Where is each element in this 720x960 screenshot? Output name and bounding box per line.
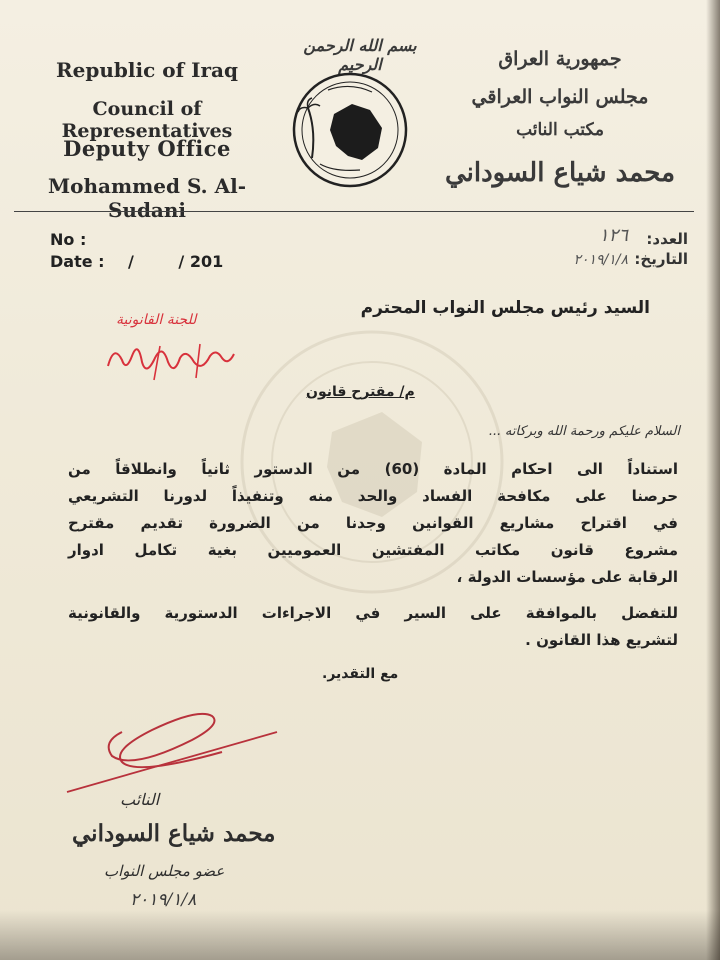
header-divider (14, 211, 694, 212)
body-line: لتشريع هذا القانون . (525, 631, 678, 649)
number-value-ar: ١٢٦ (598, 225, 628, 246)
page-bottom-shadow (0, 910, 720, 960)
body-line: في اقتراح مشاريع القوانين وجدنا من الضرورة تقديم مقترح (68, 514, 678, 532)
handwritten-annotation: للجنة القانونية (116, 312, 197, 328)
signature-icon (62, 692, 292, 802)
page-edge-shadow (706, 0, 720, 960)
letterhead-ar-council: مجلس النواب العراقي (471, 86, 649, 108)
signature-title: النائب (120, 790, 160, 809)
body-line: استناداً الى احكام المادة (60) من الدستور ثانياً وانطلاقاً من (68, 460, 678, 478)
iraq-map-seal-icon (290, 70, 410, 190)
date-label-ar: التاريخ: (634, 250, 688, 268)
red-signature-icon (100, 336, 250, 386)
body-line: مشروع قانون مكاتب المفتشين العموميين بغية تكامل ادوار (68, 541, 678, 559)
body-line: حرصنا على مكافحة الفساد والحد منه وتنفيذاً لدورنا التشريعي (68, 487, 678, 505)
letterhead-council: Council of Representatives (61, 98, 233, 142)
signature-name: محمد شياع السوداني (72, 820, 276, 847)
number-label-ar: العدد: (646, 230, 688, 248)
number-label: No : (50, 230, 87, 249)
letterhead-ar-country: جمهورية العراق (498, 48, 622, 70)
addressee: السيد رئيس مجلس النواب المحترم (360, 298, 650, 318)
date-value: / / 201 (128, 252, 224, 271)
date-value-ar: ٢٠١٩/١/٨ (573, 252, 628, 268)
letterhead-country: Republic of Iraq (56, 58, 238, 82)
body-line: الرقابة على مؤسسات الدولة ، (456, 568, 678, 586)
date-label: Date : (50, 252, 105, 271)
subject-line: م/ مقترح قانون (306, 384, 415, 400)
letterhead-ar-deputy-name: محمد شياع السوداني (444, 158, 676, 188)
closing-regards: مع التقدير. (322, 666, 399, 682)
greeting: السلام عليكم ورحمة الله وبركاته ... (488, 424, 680, 439)
signature-role: عضو مجلس النواب (104, 862, 225, 880)
letterhead-ar-office: مكتب النائب (516, 120, 604, 140)
signature-date: ٢٠١٩/١/٨ (130, 890, 197, 910)
letterhead-deputy-name: Mohammed S. Al-Sudani (47, 174, 247, 222)
basmala: بسم الله الرحمن الرحيم (303, 36, 417, 74)
body-line: للتفضل بالموافقة على السير في الاجراءات الدستورية والقانونية (68, 604, 678, 622)
letterhead-office: Deputy Office (63, 136, 231, 161)
